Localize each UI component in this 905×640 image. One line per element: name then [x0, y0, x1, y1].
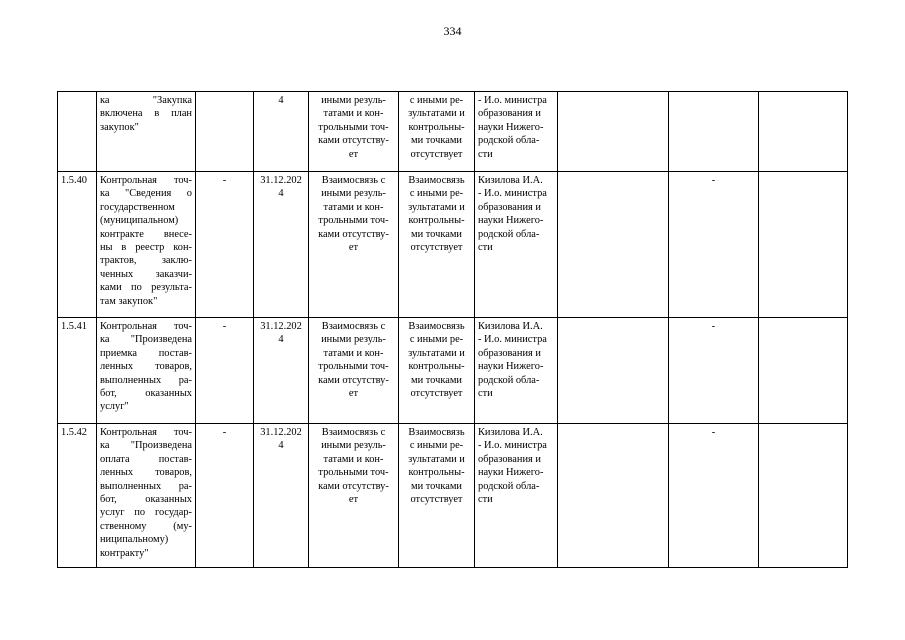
text-line: ственному (му- [100, 520, 192, 532]
responsible-cell [475, 318, 558, 424]
text-line: татами и кон- [323, 453, 384, 465]
text-line: отсутствует [410, 494, 463, 506]
text-line: контрольны- [408, 121, 465, 133]
text-line: бот, оказанных [100, 494, 192, 506]
control-point-name-cell [97, 318, 196, 424]
text-line: Взаимосвязь [408, 427, 465, 438]
start-date-cell: - [196, 424, 254, 568]
text-line: ет [348, 388, 359, 400]
text-line: контрольны- [408, 361, 465, 373]
text-line: сти [478, 148, 493, 160]
text-line: образования и [478, 201, 541, 213]
text-line: 4 [278, 95, 284, 106]
empty-cell [759, 318, 848, 424]
text-line: трольными точ- [318, 121, 389, 133]
control-point-name-cell [97, 424, 196, 568]
text-line: услуг по государ- [100, 507, 192, 519]
text-line: ками отсутству- [318, 228, 389, 240]
start-date-cell: - [196, 318, 254, 424]
text-line: контрольны- [408, 467, 465, 479]
text-line: трольными точ- [318, 361, 389, 373]
text-line: ет [348, 148, 359, 160]
text-line: науки Нижего- [478, 121, 544, 133]
text-line: с иными ре- [409, 95, 464, 106]
text-line: выполненных ра- [100, 480, 192, 492]
text-line: 4 [278, 188, 284, 200]
dash-cell: - [669, 318, 759, 424]
text-line: Взаимосвязь [408, 321, 465, 332]
text-line: татами и кон- [323, 201, 384, 213]
text-line: 4 [278, 440, 284, 452]
text-line: ленных товаров, [100, 361, 192, 373]
text-line: родской обла- [478, 228, 540, 240]
text-line: отсутствует [410, 388, 463, 400]
text-line: ка "Произведена [100, 440, 192, 452]
text-line: контрольны- [408, 215, 465, 227]
table-row [58, 318, 848, 424]
text-line: науки Нижего- [478, 215, 544, 227]
text-line: родской обла- [478, 374, 540, 386]
text-line: выполненных ра- [100, 374, 192, 386]
start-date-cell [196, 92, 254, 172]
relation-cell [309, 92, 399, 172]
text-line: (муниципальном) [100, 215, 179, 227]
dash-cell: - [669, 424, 759, 568]
empty-cell [759, 92, 848, 172]
text-line: контракте внесе- [100, 228, 192, 240]
end-date-cell [254, 172, 309, 318]
end-date-cell [254, 92, 309, 172]
responsible-cell [475, 424, 558, 568]
text-line: ет [348, 494, 359, 506]
text-line: зультатами и [408, 108, 465, 120]
text-line: иными резуль- [321, 334, 386, 346]
text-line: Контрольная точ- [100, 175, 192, 186]
empty-cell [558, 318, 669, 424]
text-line: отсутствует [410, 242, 463, 254]
text-line: ка "Сведения о [100, 188, 192, 200]
text-line: ми точками [411, 228, 462, 240]
text-line: ми точками [411, 135, 462, 147]
text-line: ми точками [411, 374, 462, 386]
text-line: с иными ре- [409, 188, 464, 200]
text-line: 31.12.202 [260, 427, 302, 438]
row-number-cell: 1.5.42 [58, 424, 97, 568]
empty-cell [669, 92, 759, 172]
relation-cell [399, 424, 475, 568]
text-line: ченных заказчи- [100, 268, 192, 280]
text-line: ка "Произведена [100, 334, 192, 346]
text-line: Кизилова И.А. [478, 427, 543, 438]
relation-cell [399, 172, 475, 318]
control-point-name-cell [97, 92, 196, 172]
responsible-cell [475, 92, 558, 172]
table-row [58, 92, 848, 172]
text-line: услуг" [100, 401, 129, 413]
text-line: родской обла- [478, 135, 540, 147]
text-line: родской обла- [478, 480, 540, 492]
relation-cell [399, 318, 475, 424]
text-line: трольными точ- [318, 215, 389, 227]
end-date-cell [254, 318, 309, 424]
text-line: зультатами и [408, 201, 465, 213]
text-line: закупок" [100, 121, 139, 133]
text-line: Взаимосвязь [408, 175, 465, 186]
text-line: образования и [478, 347, 541, 359]
page-number: 334 [443, 24, 462, 38]
start-date-cell: - [196, 172, 254, 318]
text-line: ками отсутству- [318, 480, 389, 492]
relation-cell [309, 172, 399, 318]
text-line: образования и [478, 108, 541, 120]
text-line: бот, оказанных [100, 388, 192, 400]
text-line: 4 [278, 334, 284, 346]
text-line: иными резуль- [321, 440, 386, 452]
text-line: 31.12.202 [260, 321, 302, 332]
text-line: сти [478, 494, 493, 506]
text-line: с иными ре- [409, 440, 464, 452]
relation-cell [309, 424, 399, 568]
text-line: государственном [100, 201, 175, 213]
empty-cell [558, 424, 669, 568]
text-line: зультатами и [408, 347, 465, 359]
text-line: иными резуль- [321, 188, 386, 200]
text-line: татами и кон- [323, 347, 384, 359]
text-line: сти [478, 388, 493, 400]
relation-cell [309, 318, 399, 424]
text-line: образования и [478, 453, 541, 465]
text-line: включена в план [100, 108, 192, 120]
empty-cell [759, 172, 848, 318]
text-line: Кизилова И.А. [478, 175, 543, 186]
control-points-table [57, 91, 848, 568]
text-line: приемка постав- [100, 347, 192, 359]
text-line: оплата постав- [100, 453, 192, 465]
empty-cell [558, 172, 669, 318]
text-line: Взаимосвязь с [321, 427, 386, 438]
text-line: сти [478, 242, 493, 254]
text-line: трольными точ- [318, 467, 389, 479]
responsible-cell [475, 172, 558, 318]
text-line: там закупок" [100, 295, 158, 307]
text-line: ками по результа- [100, 282, 192, 294]
relation-cell [399, 92, 475, 172]
text-line: трактов, заклю- [100, 255, 192, 267]
text-line: Взаимосвязь с [321, 175, 386, 186]
text-line: 31.12.202 [260, 175, 302, 186]
text-line: ет [348, 242, 359, 254]
text-line: ками отсутству- [318, 374, 389, 386]
end-date-cell [254, 424, 309, 568]
text-line: ниципальному) [100, 534, 169, 546]
text-line: ми точками [411, 480, 462, 492]
empty-cell [759, 424, 848, 568]
text-line: Кизилова И.А. [478, 321, 543, 332]
text-line: науки Нижего- [478, 467, 544, 479]
text-line: ками отсутству- [318, 135, 389, 147]
text-line: иными резуль- [321, 95, 386, 106]
text-line: отсутствует [410, 148, 463, 160]
table-row [58, 424, 848, 568]
row-number-cell: 1.5.40 [58, 172, 97, 318]
text-line: Контрольная точ- [100, 321, 192, 332]
text-line: татами и кон- [323, 108, 384, 120]
control-point-name-cell [97, 172, 196, 318]
text-line: - И.о. министра [478, 334, 547, 346]
text-line: - И.о. министра [478, 440, 547, 452]
text-line: ка "Закупка [100, 95, 192, 106]
text-line: науки Нижего- [478, 361, 544, 373]
row-number-cell [58, 92, 97, 172]
text-line: ленных товаров, [100, 467, 192, 479]
text-line: Контрольная точ- [100, 427, 192, 438]
text-line: - И.о. министра [478, 95, 547, 106]
text-line: с иными ре- [409, 334, 464, 346]
table-row [58, 172, 848, 318]
text-line: контракту" [100, 547, 149, 559]
text-line: ны в реестр кон- [100, 242, 192, 254]
text-line: - И.о. министра [478, 188, 547, 200]
row-number-cell: 1.5.41 [58, 318, 97, 424]
dash-cell: - [669, 172, 759, 318]
text-line: зультатами и [408, 453, 465, 465]
text-line: Взаимосвязь с [321, 321, 386, 332]
empty-cell [558, 92, 669, 172]
